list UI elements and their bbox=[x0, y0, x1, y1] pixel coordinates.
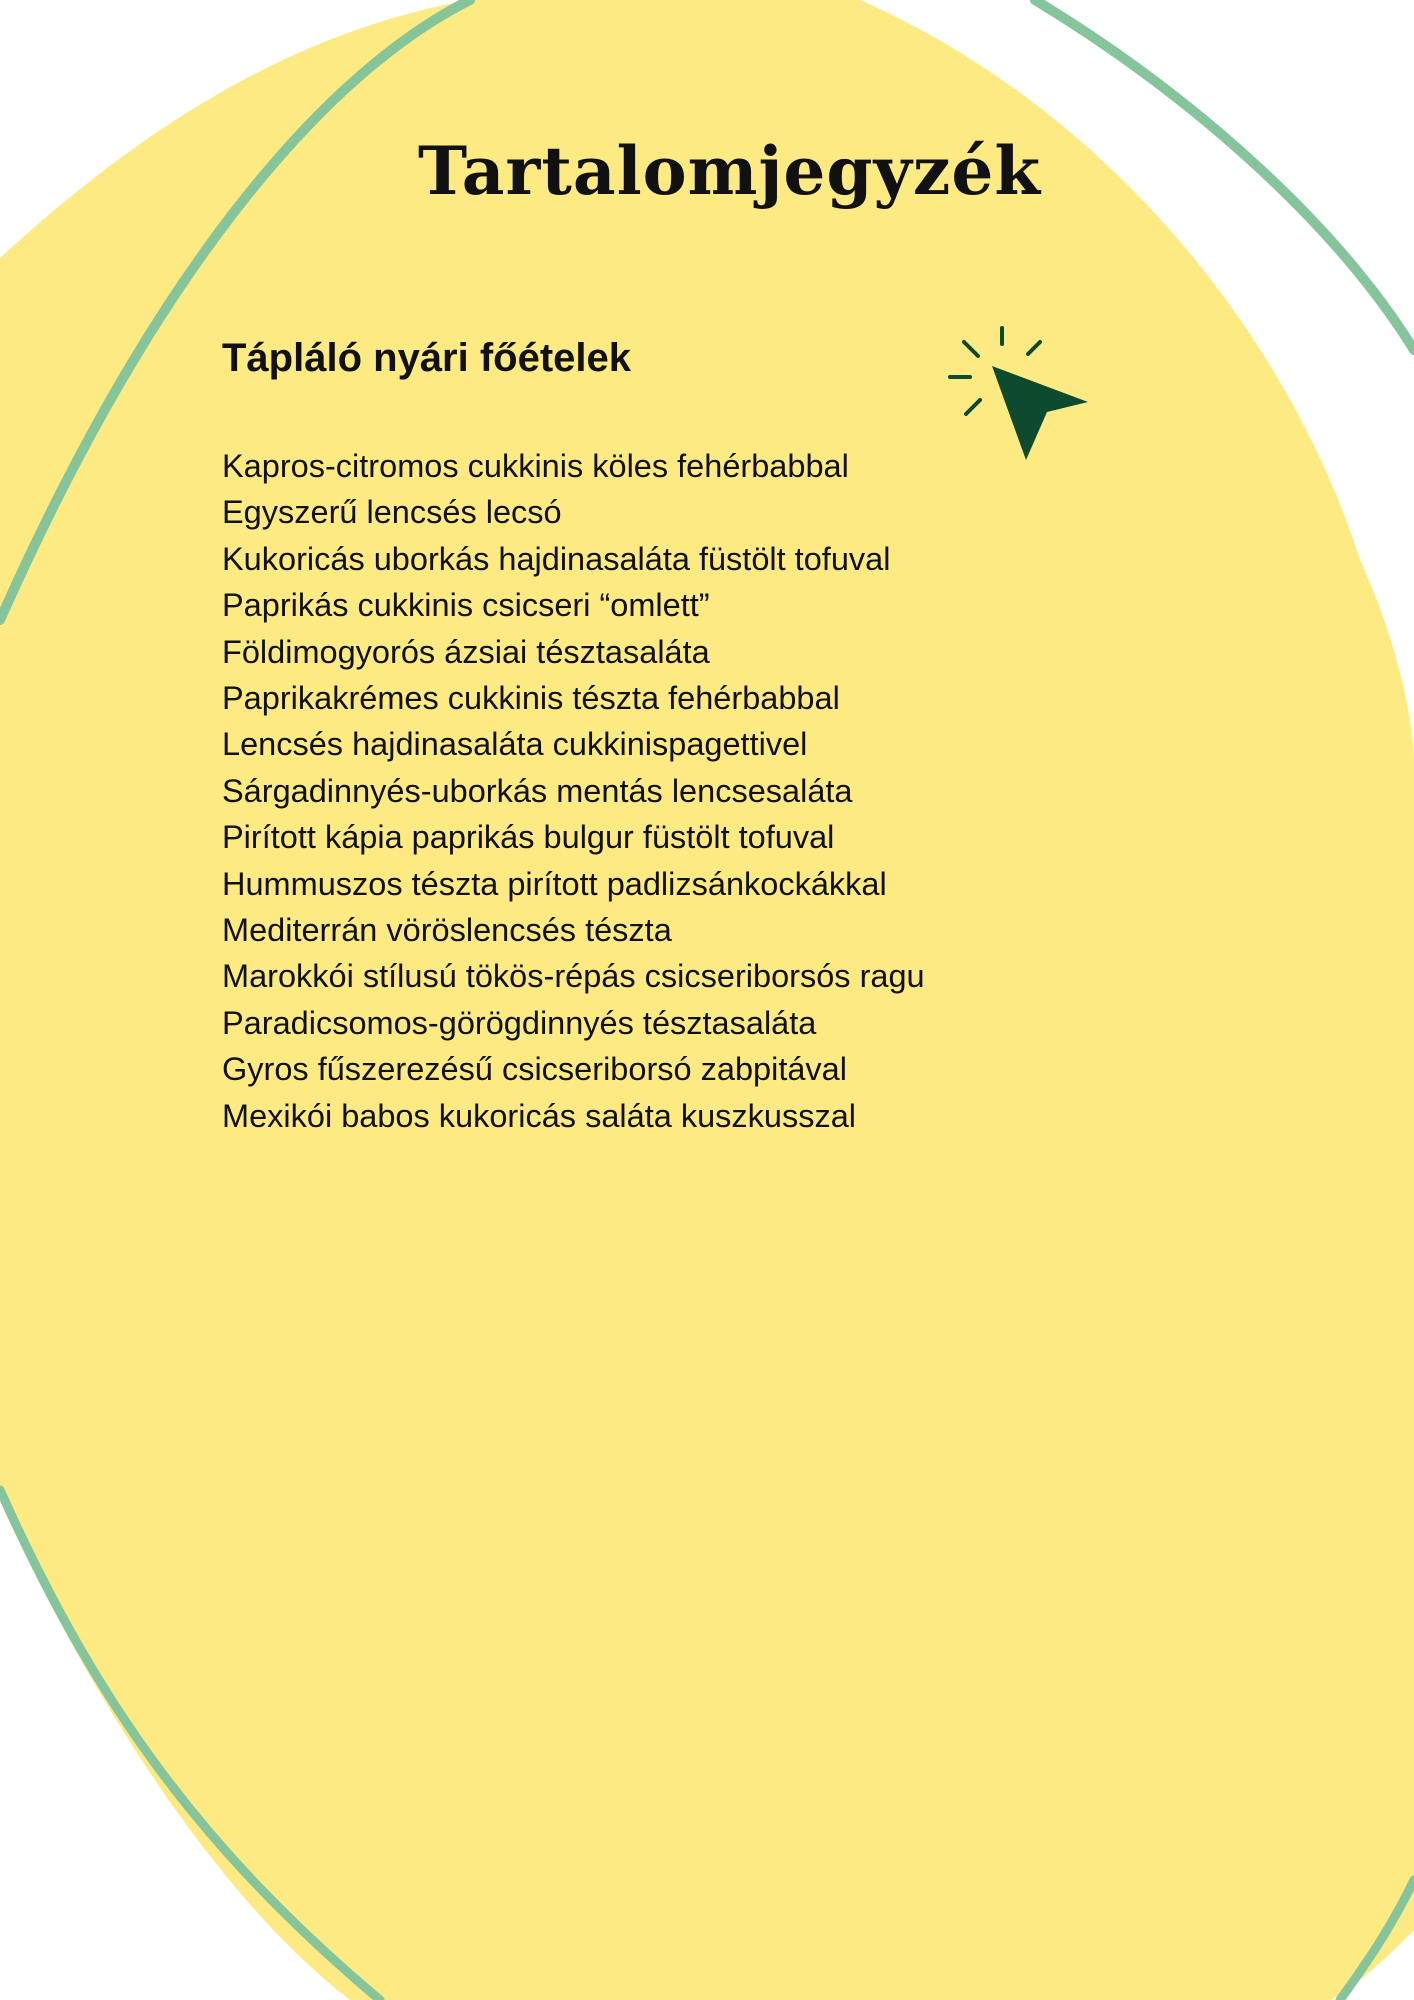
recipe-item: Mediterrán vöröslencsés tészta bbox=[222, 912, 672, 949]
recipe-item: Pirított kápia paprikás bulgur füstölt tofuval bbox=[222, 819, 835, 856]
title-container bbox=[418, 132, 1042, 210]
recipe-item: Hummuszos tészta pirított padlizsánkockákkal bbox=[222, 865, 887, 902]
section-heading: Tápláló nyári főételek bbox=[222, 336, 632, 380]
recipe-item: Egyszerű lencsés lecsó bbox=[222, 494, 562, 531]
page-title: Tartalomjegyzék bbox=[418, 132, 1042, 210]
recipe-item: Kapros-citromos cukkinis köles fehérbabbal bbox=[222, 448, 849, 484]
recipe-item: Marokkói stílusú tökös-répás csicseriborsós ragu bbox=[222, 958, 925, 995]
recipe-item: Kukoricás uborkás hajdinasaláta füstölt tofuval bbox=[222, 540, 891, 577]
recipe-list bbox=[222, 443, 925, 1139]
recipe-item: Paradicsomos-görögdinnyés tésztasaláta bbox=[222, 1004, 817, 1041]
recipe-item: Sárgadinnyés-uborkás mentás lencsesaláta bbox=[222, 772, 853, 809]
recipe-item: Mexikói babos kukoricás saláta kuszkusszal bbox=[222, 1097, 857, 1134]
recipe-item: Lencsés hajdinasaláta cukkinispagettivel bbox=[222, 726, 808, 763]
cursor-click-icon bbox=[942, 322, 1094, 464]
recipe-item: Paprikás cukkinis csicseri “omlett” bbox=[222, 587, 710, 624]
recipe-item: Földimogyorós ázsiai tésztasaláta bbox=[222, 633, 710, 670]
recipe-item: Gyros fűszerezésű csicseriborsó zabpitával bbox=[222, 1051, 847, 1088]
recipe-item: Paprikakrémes cukkinis tészta fehérbabbal bbox=[222, 680, 840, 717]
